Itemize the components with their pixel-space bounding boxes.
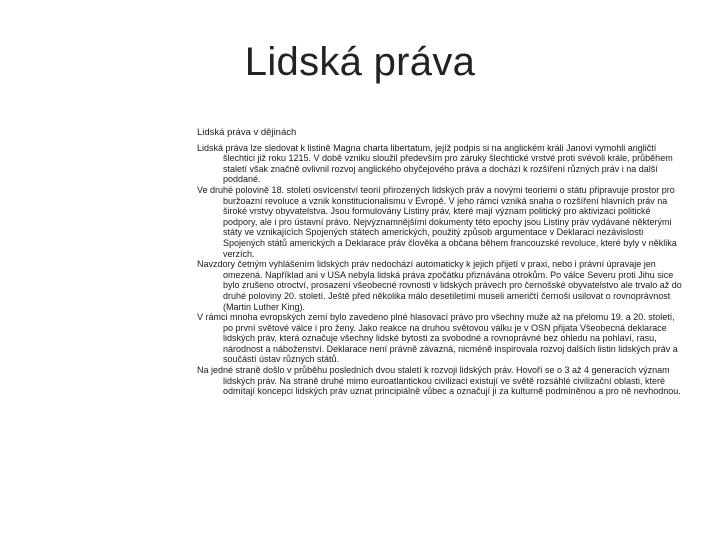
slide-title: Lidská práva [244,40,476,84]
paragraph-generations: Na jedné straně došlo v průběhu posledních dvou staletí k rozvoji lidských práv. Hovoří se o 3 až 4 generacích význam lidských práv. Na straně druhé mimo euroatlantickou civilizaci existují ve světě rozsáhlé civilizační oblasti, které odmítají koncepci lidských práv uznat principiálně vůbec a označují ji za kulturně podmíněnou a pro ně nevhodnou. [197,365,681,397]
paragraph-suffrage: V rámci mnoha evropských zemí bylo zavedeno plné hlasovací právo pro všechny muže až na přelomu 19. a 20. století, po první světové válce i pro ženy. Jako reakce na druhou světovou válku je v OSN přijata Všeobecná deklarace lidských práv, která označuje všechny lidské bytosti za svobodné a rovnoprávné bez ohledu na pohlaví, rasu, národnost a náboženství. Deklarace není právně závazná, nicméně inspirovala rozvoj dalších listin lidských práv a součástí ústav různých států. [197,312,678,365]
paragraph-practice: Navzdory četným vyhlášením lidských práv nedochází automaticky k jejich přijetí v praxi, nebo i právní úpravaje jen omezená. Například ani v USA nebyla lidská práva zpočátku přiznávána otrokům. Po válce Severu proti Jihu sice bylo zrušeno otroctví, prosazení všeobecné rovnosti v lidských právech pro černošské obyvatelstvo ale trvalo až do druhé poloviny 20. století. Ještě před několika málo desetiletími museli američtí černoši usilovat o rovnoprávnost (Martin Luther King). [197,259,682,312]
paragraph-enlightenment: Ve druhé polovině 18. století osvícenství teorií přirozených lidských práv a novými teoriemi o státu připravuje prostor pro buržoazní revoluce a vznik konstitucionalismu v Evropě. V jeho rámci vzniká snaha o rozšíření hlavních práv na široké vrstvy obyvatelstva. Jsou formulovány Listiny práv, které mají význam politický pro aktivizaci politické podpory, ale i pro ústavní právo. Nejvýznamnějšími dokumenty této epochy jsou Listiny práv vydávané některými státy ve vznikajících Spojených státech amerických, použitý způsob argumentace v Deklaraci nezávislosti Spojených států amerických a Deklarace práv člověka a občana během francouzské revoluce, které byly v něklika verzích. [197,184,677,259]
section-subheading: Lidská práva v dějinách [197,127,297,138]
paragraph-magna-charta: Lidská práva lze sledovat k listině Magna charta libertatum, jejíž podpis si na anglickém králi Janovi vymohli angličtí šlechtici již roku 1215. V době vzniku sloužil především pro záruky šlechtické vrstvé proti svévoli krále, průběhem staletí však značně ovlivnil rozvoj anglického obyčejového práva a dochází k rozšíření různých práv i na další poddané. [197,142,673,185]
slide-content [197,128,682,397]
